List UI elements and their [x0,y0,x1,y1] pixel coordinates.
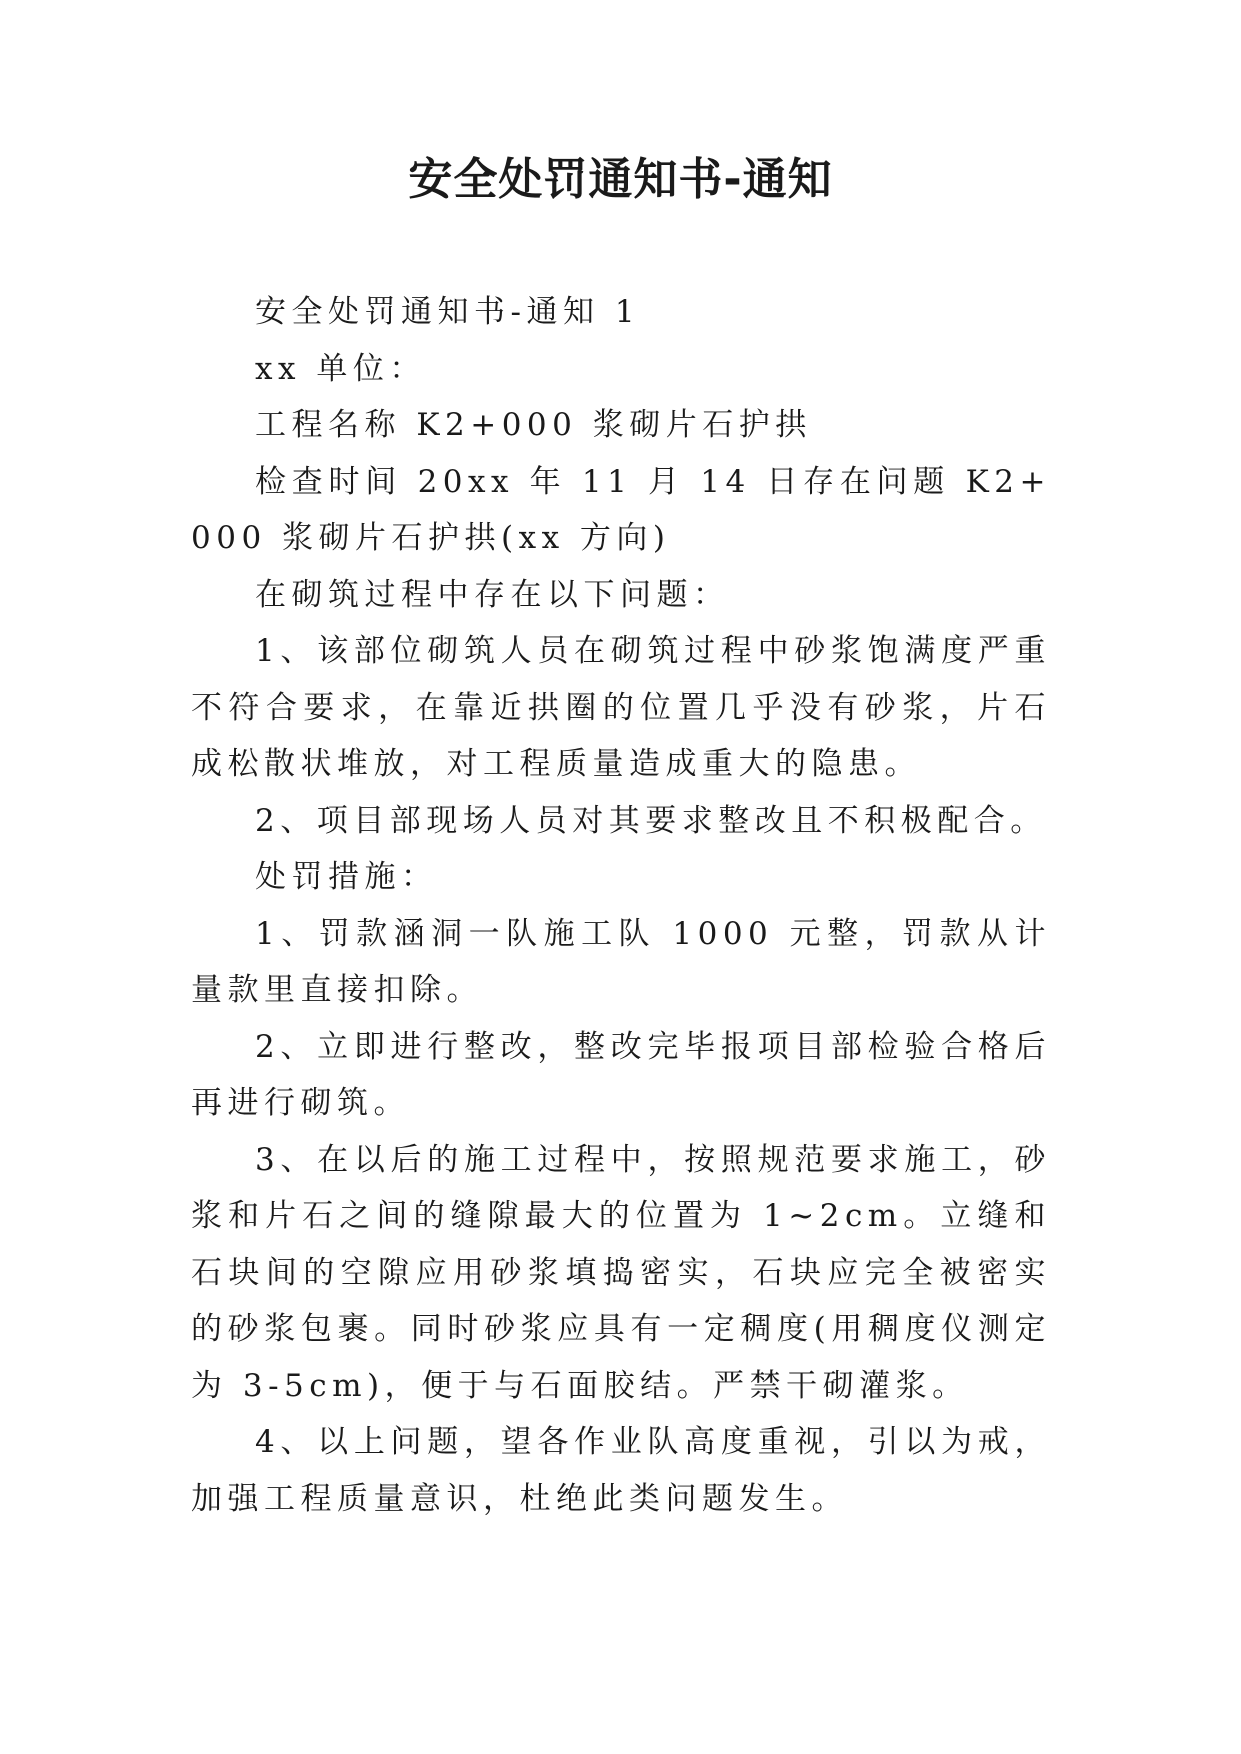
paragraph-project-name: 工程名称 K2+000 浆砌片石护拱 [255,407,812,443]
paragraph-inspection-time: 检查时间 20xx 年 11 月 14 日存在问题 K2+000 浆砌片石护拱(xx 方向) [191,463,1051,556]
paragraph-measure-1: 1、罚款涵洞一队施工队 1000 元整，罚款从计量款里直接扣除。 [191,915,1051,1008]
paragraph-issue-2: 2、项目部现场人员对其要求整改且不积极配合。 [255,802,1047,839]
paragraph-subtitle: 安全处罚通知书-通知 1 [255,294,641,330]
paragraph-measure-3: 3、在以后的施工过程中，按照规范要求施工，砂浆和片石之间的缝隙最大的位置为 1~2cm。立缝和石块间的空隙应用砂浆填捣密实，石块应完全被密实的砂浆包裹。同时砂浆应具有一定稠度(用稠度仪测定为 3-5cm)，便于与石面胶结。严禁干砌灌浆。 [191,1141,1051,1404]
paragraph-measures-heading: 处罚措施： [255,859,438,895]
paragraph-measure-4: 4、以上问题，望各作业队高度重视，引以为戒，加强工程质量意识，杜绝此类问题发生。 [191,1424,1051,1517]
paragraph-measure-2: 2、立即进行整改，整改完毕报项目部检验合格后再进行砌筑。 [191,1028,1051,1121]
paragraph-issues-heading: 在砌筑过程中存在以下问题： [255,576,730,613]
paragraph-recipient: xx 单位： [255,350,426,387]
document-body [191,284,1051,1527]
document-title: 安全处罚通知书-通知 [408,154,833,205]
paragraph-issue-1: 1、该部位砌筑人员在砌筑过程中砂浆饱满度严重不符合要求，在靠近拱圈的位置几乎没有砂浆，片石成松散状堆放，对工程质量造成重大的隐患。 [191,633,1051,782]
